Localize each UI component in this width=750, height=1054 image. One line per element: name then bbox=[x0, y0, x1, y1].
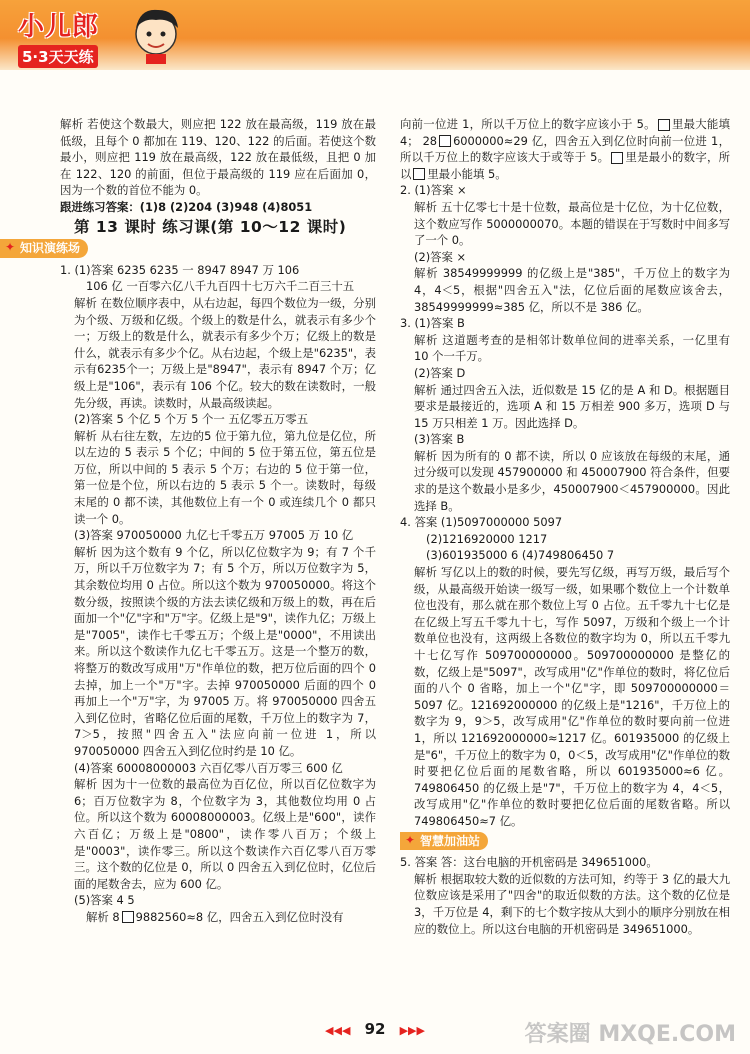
q2-2-answer: (2)答案 × bbox=[414, 249, 467, 264]
header-band bbox=[0, 0, 750, 70]
q3-1-analysis: 解析 这道题考查的是相邻计数单位间的进率关系，一亿里有 10 个一千万。 bbox=[414, 332, 730, 364]
blank-box bbox=[413, 168, 425, 180]
q4-answer-3: (3)601935000 6 (4)749806450 7 bbox=[426, 548, 615, 563]
q1-1-analysis: 解析 在数位顺序表中，从右边起，每四个数位为一级，分别为个级、万级和亿级。个级上的数是什么，就表示有多少个一；万级上的数是什么，就表示有多少个万；亿级上的数是什么，就表示有多少个亿。从右边起，个级上是"6235"，表示有6235个一；万级上是"8947"，表示有 8947 个万；亿级上是"106"，表示有 106 个亿。较大的数在读数时，一般先分级，再读。读数时，从最高级读起。 bbox=[74, 295, 376, 410]
q1-5-analysis: 解析 8 9882560≈8 亿，四舍五入到亿位时没有 bbox=[86, 909, 344, 924]
q4-answer-1: 4. 答案 (1)5097000000 5097 bbox=[400, 515, 563, 530]
blank-box bbox=[611, 152, 623, 164]
lesson-title: 第 13 课时 练习课(第 10～12 课时) bbox=[74, 217, 347, 236]
q2-1-analysis: 解析 五十亿零七十是十位数，最高位是十亿位，为十亿位数，这个数应写作 5000000070。本题的错误在于写数时中间多写了一个 0。 bbox=[414, 199, 730, 248]
follow-up-answers: 跟进练习答案：(1)8 (2)204 (3)948 (4)8051 bbox=[60, 199, 313, 214]
page-number: 92 bbox=[364, 1020, 386, 1038]
q2-1-answer: 2. (1)答案 × bbox=[400, 183, 467, 198]
q1-5-answer: (5)答案 4 5 bbox=[74, 893, 135, 908]
q2-2-analysis: 解析 38549999999 的亿级上是"385"，千万位上的数字为 4，4＜5，根据"四舍五入"法，亿位后面的尾数应该舍去，38549999999≈385 亿，所以不是 386 亿。 bbox=[414, 266, 730, 314]
q1-2-analysis: 解析 从右往左数，左边的5 位于第九位，第九位是亿位，所以左边的 5 表示 5 个亿；中间的 5 位于第五位，第五位是万位，所以中间的 5 表示 5 个万；右边的 5 位于第一位，第一位是个位，所以右边的 5 表示 5 个一。读数时，每级末尾的 0 都不读，其他数位上有一个 0 或连续几个 0 都只读一个 0。 bbox=[74, 428, 376, 526]
brand-name: 小儿郎 bbox=[18, 12, 100, 42]
q3-2-answer: (2)答案 D bbox=[414, 365, 466, 380]
q1-3-answer: (3)答案 970050000 九亿七千零五万 97005 万 10 亿 bbox=[74, 528, 354, 543]
q1-2-answer: (2)答案 5 个亿 5 个万 5 个一 五亿零五万零五 bbox=[74, 412, 309, 427]
q1-5-analysis-cont: 向前一位进 1，所以千万位上的数字应该小于 5。 里最大能填 4； 28 6000000≈29 亿，四舍五入到亿位时向前一位进 1，所以千万位上的数字应该大于或等于 5。 里是最小的数字，所以 里最小能填 5。 bbox=[400, 117, 730, 181]
q5-analysis: 解析 根据取较大数的近似数的方法可知，约等于 3 亿的最大九位数应该是采用了"四舍"的取近似数的方法。这个数的亿位是 3，千万位是 4，剩下的七个数字按从大到小的顺序分别放在相应的数位上。所以这台电脑的开机密码是 349651000。 bbox=[414, 871, 730, 936]
section-wisdom-station: ✦ 智慧加油站 bbox=[400, 832, 488, 851]
brand-subtitle: 5·3天天练 bbox=[18, 45, 98, 68]
q1-4-answer: (4)答案 60008000003 六百亿零八百万零三 600 亿 bbox=[74, 760, 343, 775]
q3-3-answer: (3)答案 B bbox=[414, 432, 465, 447]
q1-1-answer: 1. (1)答案 6235 6235 一 8947 8947 万 106 bbox=[60, 262, 300, 277]
section-knowledge-practice: ✦ 知识演练场 bbox=[0, 239, 88, 258]
next-arrows-icon: ▶▶▶ bbox=[399, 1024, 425, 1037]
q4-answer-2: (2)1216920000 1217 bbox=[426, 531, 548, 546]
q3-3-analysis: 解析 因为所有的 0 都不读，所以 0 应该放在每级的末尾，通过分级可以发现 457900000 和 450007900 符合条件，但要求的是这个数最小是多少，450007900＜457900000。因此选择 B。 bbox=[414, 448, 730, 513]
q1-1-answer-cont: 106 亿 一百零六亿八千九百四十七万六千二百三十五 bbox=[86, 279, 355, 294]
q5-answer: 5. 答案 答：这台电脑的开机密码是 349651000。 bbox=[400, 855, 658, 870]
q3-1-answer: 3. (1)答案 B bbox=[400, 316, 465, 331]
prev-arrows-icon: ◀◀◀ bbox=[325, 1024, 351, 1037]
watermark: 答案圈 MXQE.COM bbox=[524, 1022, 736, 1047]
mascot-icon bbox=[128, 4, 184, 64]
blank-box bbox=[439, 135, 451, 147]
q4-analysis: 解析 写亿以上的数的时候，要先写亿级，再写万级，最后写个级，从最高级开始读一级写一级，如果哪个数位上一个计数单位也没有，那么就在那个数位上写 0 占位。五千零九十七亿是在亿级上写五千零九十七，写作 5097，万级和个级上一个计数单位也没有，这两级上各数位的数字均为 0，所以五千零九十七亿写作 509700000000。509700000000 是整亿的数，亿级上是"5097"，改写成用"亿"作单位的数时，将亿位后面的八个 0 省略，加上一个"亿"字，即 509700000000＝5097 亿。121692000000 的亿级上是"1216"，千万位上的数字为 9，9＞5，改写成用"亿"作单位的数时要向前一位进 1，所以 121692000000≈1217 亿。601935000 的亿级上是"6"，千万位上的数字为 0，0＜5，改写成用"亿"作单位的数时要把亿位后面的尾数省略，所以 601935000≈6 亿。749806450 的亿级上是"7"，千万位上的数字为 4，4＜5，改写成用"亿"作单位的数时要把亿位后面的尾数省略。所以 749806450≈7 亿。 bbox=[414, 565, 730, 828]
q1-4-analysis: 解析 因为十一位数的最高位为百亿位，所以百亿位数字为 6；百万位数字为 8，个位数字为 3，其他数位均用 0 占位。所以这个数为 60008000003。亿级上是"600"，读作六百亿；万级上是"0800"，读作零八百万；个级上是"0003"，读作零三。所以这个数读作六百亿零八百万零三。这个数的亿位是 0，所以 0 四舍五入到亿位时，亿位后面的尾数舍去，应为 600 亿。 bbox=[74, 777, 376, 891]
analysis-intro: 解析 若使这个数最大，则应把 122 放在最高级，119 放在最低级，且每个 0 都加在 119、120、122 的后面。若使这个数最小，则应把 119 放在最高级，122 放在最低级，且把 0 加在 122、120 的前面，但位于最高级的 119 应在后面加 0，因为一个数的首位不能为 0。 bbox=[60, 117, 376, 198]
q3-2-analysis: 解析 通过四舍五入法，近似数是 15 亿的是 A 和 D。根据题目要求是最接近的，选项 A 和 15 万相差 900 多万，选项 D 与 15 万只相差 1 万。因此选择 D。 bbox=[414, 382, 730, 430]
right-column bbox=[400, 116, 730, 937]
blank-box bbox=[658, 119, 670, 131]
q1-3-analysis: 解析 因为这个数有 9 个亿，所以亿位数字为 9；有 7 个千万，所以千万位数字为 7；有 5 个万，所以万位数字为 5，其余数位均用 0 占位。所以这个数为 970050000。将这个数分级，按照读个级的方法去读亿级和万级上的数，再在后面加一个"亿"字和"万"字。亿级上是"9"，读作九亿；万级上是"7005"，读作七千零五万；个级上是"0000"，不用读出来。所以这个数读作九亿七千零五万。这是一个整万的数，将整万的数改写成用"万"作单位的数，把万位后面的四个 0 去掉，加上一个"万"字。去掉 970050000 后面的四个 0 再加上一个"万"字，为 97005 万。将 970050000 四舍五入到亿位时，省略亿位后面的尾数，千万位上的数字为 7，7＞5，按照"四舍五入"法应向前一位进 1，所以 970050000 四舍五入到亿位时约是 10 亿。 bbox=[74, 544, 376, 758]
blank-box bbox=[122, 911, 134, 923]
brand-logo bbox=[18, 6, 99, 68]
left-column bbox=[20, 116, 376, 926]
